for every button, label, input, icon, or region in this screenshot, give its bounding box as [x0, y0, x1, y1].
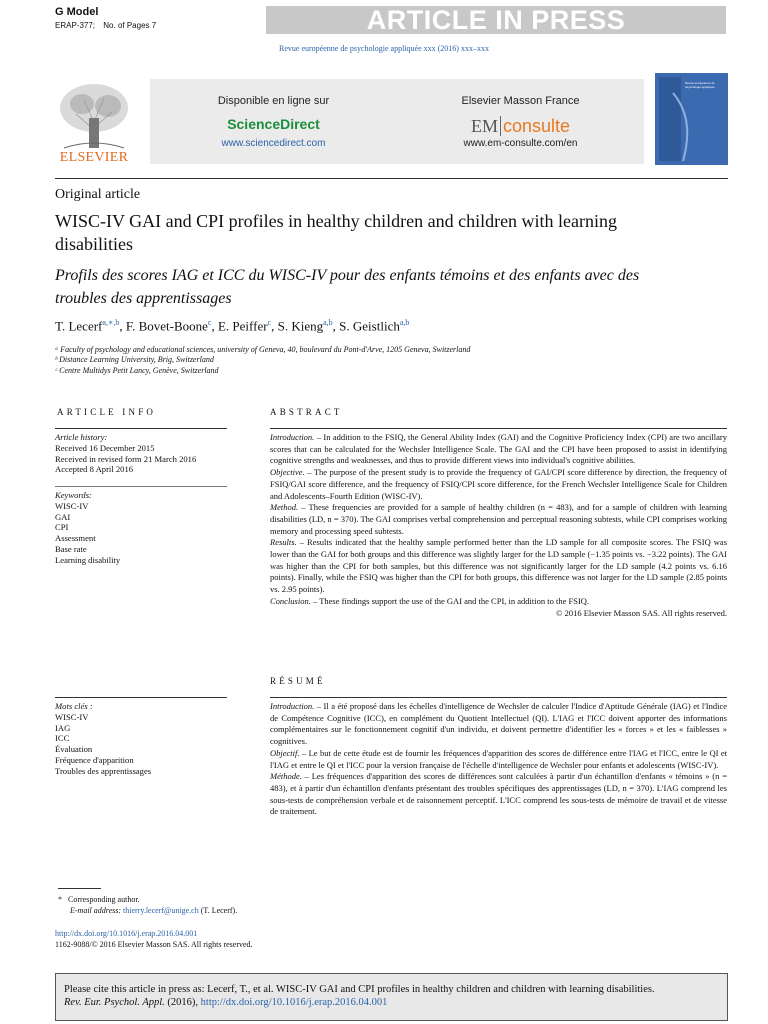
resume-method: – Les fréquences d'apparition des scores de différences sont calculées à partir d'un échantillon d'enfants « témoins » (n = 483), et à partir d'un échantillon d'enfants présentant des troubles spécifiques des apprentissages (LD, n = 370). L'IAG comprend les sous-tests de compréhension verbale et de raisonnement perceptif. L'ICC comprend les sous-tests de mémoire de travail et de vitesse de traitement. — [270, 771, 727, 817]
cite-year: (2016), — [164, 997, 201, 1008]
keywords-label: Keywords: — [55, 490, 92, 500]
journal-cover-thumbnail[interactable] — [655, 73, 728, 165]
keyword: CPI — [55, 522, 69, 533]
author-affil-marker[interactable]: a,b — [399, 318, 410, 327]
corresponding-label: Corresponding author. — [68, 895, 140, 904]
abstract-results-label: Results. — [270, 537, 297, 548]
resume-objective-label: Objectif. — [270, 747, 300, 758]
author-email-link[interactable]: thierry.lecerf@unige.ch — [123, 906, 199, 915]
journal-citation-line[interactable]: Revue européenne de psychologie appliquée xxx (2016) xxx–xxx — [279, 44, 489, 53]
abstract-intro-label: Introduction. — [270, 432, 315, 442]
em-consulte-url[interactable]: www.em-consulte.com/en — [463, 138, 578, 149]
elsevier-wordmark[interactable]: ELSEVIER — [59, 150, 129, 165]
em-consulte-logo[interactable] — [397, 116, 644, 137]
mot-cle: Évaluation — [55, 744, 93, 755]
keyword: Assessment — [55, 533, 96, 544]
cite-doi-link[interactable]: http://dx.doi.org/10.1016/j.erap.2016.04.001 — [200, 997, 388, 1008]
article-in-press-banner: ARTICLE IN PRESS — [266, 6, 726, 34]
abstract-conclusion: – These findings support the use of the GAI and the CPI, in addition to the FSIQ. — [310, 595, 590, 606]
author-affil-marker[interactable]: a,∗,b — [102, 318, 120, 327]
author-affil-marker[interactable]: c — [267, 318, 272, 327]
header-divider — [55, 178, 728, 179]
resume-divider — [270, 697, 727, 698]
cover-graphic-icon — [655, 73, 728, 165]
author-affil-marker[interactable]: a,b — [323, 318, 333, 327]
mot-cle: IAG — [55, 722, 71, 733]
sciencedirect-logo[interactable]: ScienceDirect — [227, 116, 320, 132]
abstract-divider — [270, 428, 727, 429]
abstract-objective: – The purpose of the present study is to provide the frequency of GAI/CPI score difference by direction, the frequency of FSIQ/GAI score difference, and the frequency of FSIQ/CPI score difference, for the French Wechsler Intelligence Scale for Children and Adolescents–Fourth Edition (WISC-IV). — [270, 467, 727, 501]
availability-header — [150, 79, 644, 164]
sciencedirect-block — [150, 79, 397, 164]
history-label: Article history: — [55, 432, 108, 442]
abstract-copyright: © 2016 Elsevier Masson SAS. All rights reserved. — [555, 607, 727, 618]
author-name[interactable]: S. Geistlich — [339, 318, 400, 334]
mot-cle: Fréquence d'apparition — [55, 754, 134, 765]
corresponding-author-note: * Corresponding author. E-mail address: thierry.lecerf@unige.ch (T. Lecerf). — [58, 895, 238, 915]
article-info-heading: ARTICLE INFO — [57, 407, 157, 417]
author-name[interactable]: E. Peiffer — [217, 318, 268, 334]
resume-body — [270, 701, 727, 818]
abstract-method-label: Method. — [270, 502, 299, 513]
abstract-intro: – In addition to the FSIQ, the General Ability Index (GAI) and the Cognitive Proficiency Index (CPI) are two ancillary scores that can be calculated for the Wechsler Intelligence Scale. The GAI and the CPI have been proposed to assist in identifying cognitive strengths and weaknesses, and thus to provide different views into individual's cognitive abilities. — [270, 432, 727, 466]
motscles-divider — [55, 697, 227, 698]
cite-prefix: Please cite this article in press as: Lecerf, T., et al. WISC-IV GAI and CPI profiles in healthy children and children with learning disabilities. — [64, 984, 655, 995]
motscles-list — [55, 701, 227, 777]
abstract-results: – Results indicated that the healthy sample performed better than the LD sample for all composite scores. The FSIQ was lower than the GAI for both groups and this difference was slightly larger for the LD sample (−1.35 points vs. −3.22 points). The GAI was higher than the CPI for both samples, but this difference was not significantly larger for the LD sample (4.2 points vs. 6.16 points). Finally, while the FSIQ was higher than the CPI for both groups, this difference was not larger for the LD sample (2.85 points vs. 2.95 points). — [270, 537, 727, 595]
motscles-label: Mots clés : — [55, 701, 93, 711]
history-received: Received 16 December 2015 — [55, 442, 155, 453]
sciencedirect-url-link[interactable]: www.sciencedirect.com — [221, 138, 326, 149]
abstract-objective-label: Objective. — [270, 467, 305, 478]
issn-copyright: 1162-9088/© 2016 Elsevier Masson SAS. All rights reserved. — [55, 940, 253, 949]
keyword: WISC-IV — [55, 500, 89, 511]
mot-cle: ICC — [55, 733, 70, 744]
keyword: Learning disability — [55, 554, 121, 565]
email-owner: (T. Lecerf). — [198, 906, 238, 915]
em-consulte-block — [397, 79, 644, 164]
resume-heading: RÉSUMÉ — [270, 676, 326, 686]
em-logo-part: EM — [470, 116, 498, 136]
abstract-heading: ABSTRACT — [270, 407, 343, 417]
abstract-conclusion-label: Conclusion. — [270, 595, 311, 606]
cite-journal: Rev. Eur. Psychol. Appl. — [64, 997, 165, 1008]
author-affil-marker[interactable]: c — [207, 318, 212, 327]
mot-cle: Troubles des apprentissages — [55, 765, 152, 776]
affiliation-c: ᶜ Centre Multidys Petit Lancy, Genève, Switzerland — [55, 366, 219, 375]
cover-text: Revue européenne de psychologie appliquée — [685, 81, 715, 89]
affiliation-a: ᵃ Faculty of psychology and educational sciences, university of Geneva, 40, boulevard du Pont-d'Arve, 1205 Geneva, Switzerland — [55, 345, 471, 354]
resume-intro: – Il a été proposé dans les échelles d'intelligence de Wechsler de calculer l'Indice d'Aptitude Générale (IAG) et l'Indice de Compétence Cognitive (ICC), en complément du Quotient Intellectuel (QI). L'IAG et l'ICC doivent apporter des informations complémentaires sur le fonctionnement cognitif d'un individu, et doivent permettre d'identifier les « forces » et les « faiblesses » cognitives. — [270, 701, 727, 747]
manuscript-ref — [55, 21, 162, 30]
keywords-list — [55, 490, 227, 566]
available-online-label: Disponible en ligne sur — [217, 95, 330, 107]
author-name[interactable]: F. Bovet-Boone — [125, 318, 208, 334]
article-title-french: Profils des scores IAG et ICC du WISC-IV pour des enfants témoins et des enfants avec des troubles des apprentissages — [55, 267, 640, 307]
history-revised: Received in revised form 21 March 2016 — [55, 453, 197, 464]
ref-code: ERAP-377; — [55, 21, 96, 30]
abstract-body — [270, 432, 727, 619]
article-type: Original article — [55, 187, 141, 202]
history-accepted: Accepted 8 April 2016 — [55, 464, 134, 475]
resume-objective: – Le but de cette étude est de fournir les fréquences d'apparition des scores de différence entre l'IAG et l'ICC, entre le QI et l'IAG et entre le QI et l'ICC pour la version française de l'échelle d'intelligence de Wechsler pour enfants et adolescents (WISC-IV). — [270, 747, 727, 770]
abstract-method: – These frequencies are provided for a sample of healthy children (n = 483), and for a sample of children with learning disabilities (LD, n = 370). The GAI comprises verbal comprehension and perceptual reasoning subtests, while CPI comprises working memory and processing speed subtests. — [270, 502, 727, 536]
info-divider — [55, 428, 227, 429]
keywords-divider — [55, 486, 227, 487]
consulte-logo-part: consulte — [502, 116, 571, 136]
article-title: WISC-IV GAI and CPI profiles in healthy children and children with learning disabilities — [55, 211, 618, 254]
keyword: Base rate — [55, 543, 87, 554]
author-name[interactable]: S. Kieng — [277, 318, 324, 334]
resume-method-label: Méthode. — [270, 771, 302, 782]
page-count: No. of Pages 7 — [103, 21, 157, 30]
footnote-rule — [58, 888, 101, 889]
g-model-label: G Model — [55, 6, 99, 18]
keyword: GAI — [55, 511, 71, 522]
mot-cle: WISC-IV — [55, 711, 89, 722]
author-name[interactable]: T. Lecerf — [55, 318, 103, 334]
affiliation-b: ᵇ Distance Learning University, Brig, Switzerland — [55, 355, 214, 364]
resume-intro-label: Introduction. — [270, 701, 315, 711]
author-list: T. Lecerf$^{a,∗,b}$, F. Bovet-Boone$^c$, E. Peiffer$^c$, S. Kieng$^{a,b}$, S. Geistlich$^{a,b}$ — [55, 318, 410, 334]
email-label: E-mail address: — [70, 906, 122, 915]
doi-link[interactable]: http://dx.doi.org/10.1016/j.erap.2016.04.001 — [55, 929, 198, 938]
publisher-france-label: Elsevier Masson France — [461, 95, 580, 107]
article-history — [55, 432, 227, 475]
citation-box — [55, 973, 728, 1021]
